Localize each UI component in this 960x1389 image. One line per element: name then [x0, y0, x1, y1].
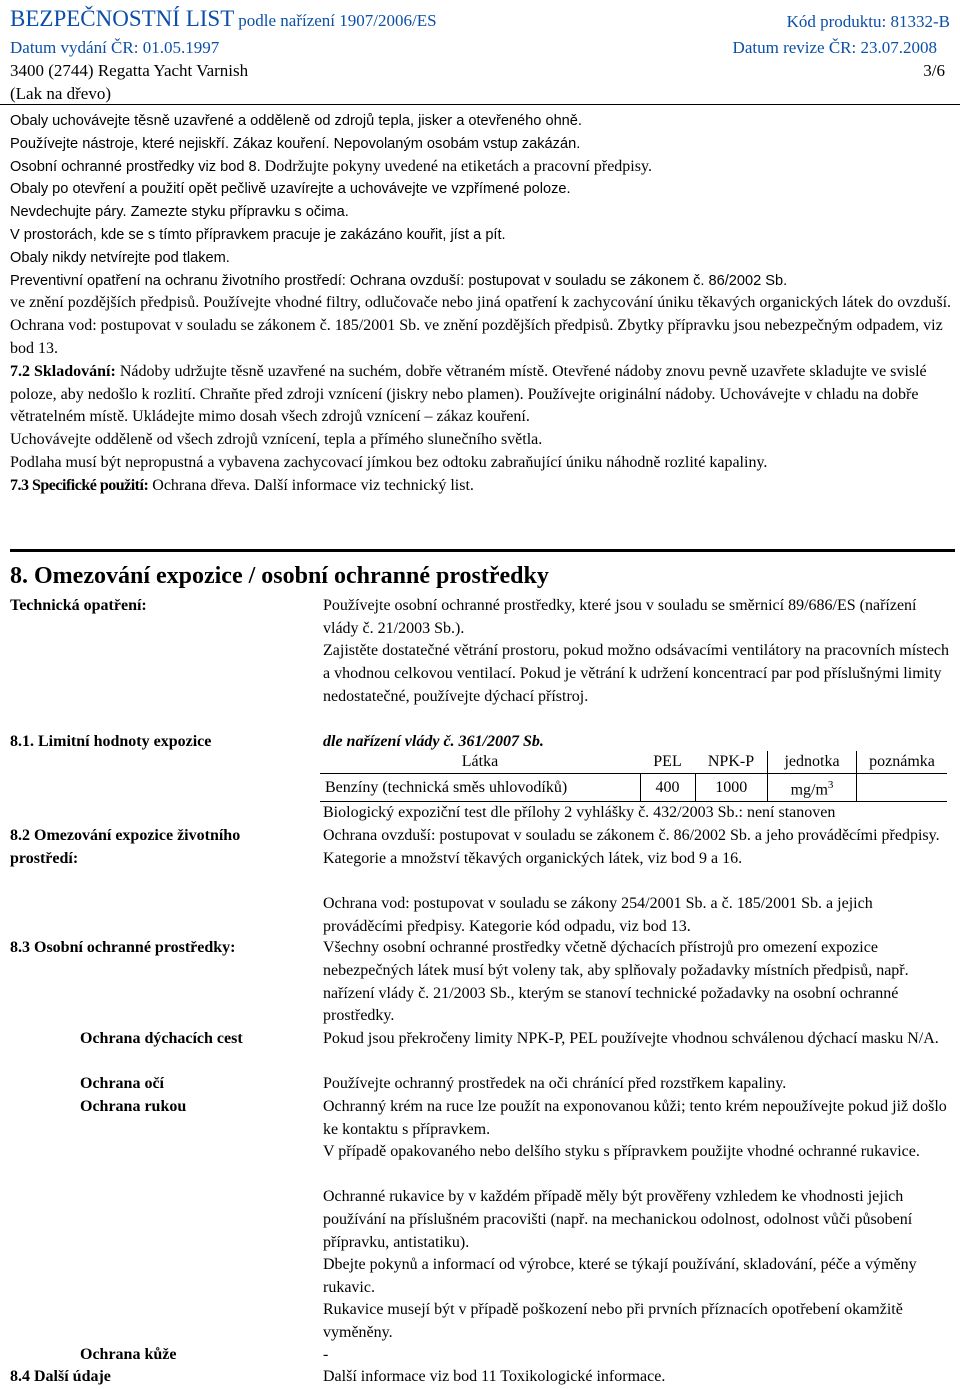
header-divider — [0, 104, 960, 105]
storage-line: Uchovávejte odděleně od všech zdrojů vznícení, tepla a přímého slunečního světla. — [10, 431, 543, 449]
respiratory-protection-label: Ochrana dýchacích cest — [80, 1030, 243, 1047]
handling-line: V prostorách, kde se s tímto přípravkem pracuje je zakázáno kouřit, jíst a pít. — [10, 226, 506, 243]
handling-mixed-line — [10, 156, 955, 179]
section-divider — [10, 549, 955, 552]
document-title: BEZPEČNOSTNÍ LIST — [10, 6, 235, 31]
hand-protection-text-4: Dbejte pokynů a informací od výrobce, které se týkají používání, skladování, péče a výměny rukavic. — [323, 1256, 917, 1296]
header-pel: PEL — [640, 751, 695, 774]
handling-line: Nevdechujte páry. Zamezte styku přípravku s očima. — [10, 204, 349, 221]
additional-info-text: Další informace viz bod 11 Toxikologické informace. — [323, 1368, 666, 1385]
handling-line: Obaly po otevření a použití opět pečlivě uzavírejte a uchovávejte ve vzpřímené poloze. — [10, 181, 571, 198]
respiratory-protection-text: Pokud jsou překročeny limity NPK-P, PEL používejte vhodnou schválenou dýchací masku N/A. — [323, 1030, 939, 1047]
product-name: 3400 (2744) Regatta Yacht Varnish — [10, 61, 249, 80]
water-protection-paragraph: Ochrana vod: postupovat v souladu se zákonem č. 185/2001 Sb. ve znění pozdějších předpisů. Zbytky přípravku jsou nebezpečným odpadem, viz bod 13. — [10, 317, 943, 357]
cell-pel: 400 — [640, 774, 695, 802]
additional-info-label: 8.4 Další údaje — [10, 1368, 111, 1385]
exposure-limits-table — [320, 751, 947, 802]
header-title-row — [10, 6, 950, 32]
specific-use-heading: 7.3 Specifické použití: — [10, 476, 149, 494]
header-substance: Látka — [320, 751, 640, 774]
environment-exposure-label: 8.2 Omezování expozice životního prostředí: — [10, 827, 241, 867]
exposure-limits-label: 8.1. Limitní hodnoty expozice — [10, 733, 212, 750]
header-note: poznámka — [857, 751, 948, 774]
eye-protection-text: Používejte ochranný prostředek na oči chránící před rozstřkem kapaliny. — [323, 1075, 787, 1092]
water-protection-text: Ochrana vod: postupovat v souladu se zákony 254/2001 Sb. a č. 185/2001 Sb. a jejich prováděcími předpisy. Kategorie kód odpadu, viz bod 13. — [323, 895, 873, 935]
unit-superscript: 3 — [827, 779, 834, 791]
header-unit: jednotka — [768, 751, 857, 774]
ventilation-text: Zajistěte dostatečné větrání prostoru, pokud možno odsávacími ventilátory na pracovních místech a vhodnou celkovou ventilací. Pokud je větrání k udržení koncentrací par pod příslušnými limity nedostatečné, používejte dýchací přístroj. — [323, 642, 950, 705]
storage-text: Nádoby udržujte těsně uzavřené na suchém, dobře větraném místě. Otevřené nádoby znovu pevně uzavřete skladujte ve svislé poloze, aby nedošlo k rozlití. Chraňte před zdroji vznícení (jiskry nebo plamen). Používejte originální nádoby. Uchovávejte v chladu na dobře větratelném místě. Ukládejte mimo dosah všech zdrojů vznícení – zákaz kouření. — [10, 362, 927, 426]
ppe-label: 8.3 Osobní ochranné prostředky: — [10, 939, 236, 956]
header-product-row — [10, 61, 950, 81]
exposure-limits-reference: dle nařízení vlády č. 361/2007 Sb. — [323, 733, 544, 750]
storage-line: Podlaha musí být nepropustná a vybavena zachycovací jímkou bez odtoku zabraňující úniku náhodně rozlité kapaliny. — [10, 453, 768, 471]
cell-note — [857, 774, 948, 802]
header-product-sub-row — [10, 84, 950, 104]
technical-measures-text: Používejte osobní ochranné prostředky, které jsou v souladu se směrnicí 89/686/ES (nařízení vlády č. 21/2003 Sb.). — [323, 597, 917, 637]
handling-line: Používejte nástroje, které nejiskří. Zákaz kouření. Nepovolaným osobám vstup zakázán. — [10, 135, 581, 152]
ppe-text: Všechny osobní ochranné prostředky včetně dýchacích přístrojů pro omezení expozice nebezpečných látek musí být voleny tak, aby splňovaly požadavky místních předpisů, např. nařízení vlády č. 21/2003 Sb., kterým se stanoví technické požadavky na osobní ochranné prostředky. — [323, 939, 909, 1025]
hand-protection-text-2: V případě opakovaného nebo delšího styku s přípravkem použijte vhodné ochranné rukavice. — [323, 1143, 920, 1160]
section-7-content — [10, 110, 955, 498]
specific-use-text: Ochrana dřeva. Další informace viz technický list. — [152, 476, 474, 494]
storage-heading: 7.2 Skladování: — [10, 362, 116, 380]
prevention-paragraph: ve znění pozdějších předpisů. Používejte vhodné filtry, odlučovače nebo jiná opatření k zachycování úniku těkavých organických látek do ovzduší. — [10, 294, 952, 312]
document-header — [10, 0, 950, 104]
skin-protection-text: - — [323, 1346, 329, 1363]
page-number: 3/6 — [923, 61, 945, 80]
hand-protection-text-5: Rukavice musejí být v případě poškození nebo při prvních příznacích opotřebení okamžitě vyměněny. — [323, 1301, 903, 1341]
cell-substance: Benzíny (technická směs uhlovodíků) — [320, 774, 640, 802]
unit-text: mg/m — [790, 781, 828, 799]
section-8-title: 8. Omezování expozice / osobní ochranné prostředky — [10, 563, 549, 589]
table-row — [320, 774, 947, 802]
product-subname: (Lak na dřevo) — [10, 84, 112, 103]
environment-exposure-text: Ochrana ovzduší: postupovat v souladu se zákonem č. 86/2002 Sb. a jeho prováděcími předpisy. Kategorie a množství těkavých organických látek, viz bod 9 a 16. — [323, 827, 940, 867]
biological-test-text: Biologický expoziční test dle přílohy 2 vyhlášky č. 432/2003 Sb.: není stanoven — [323, 804, 836, 821]
hand-protection-text-3: Ochranné rukavice by v každém případě měly být prověřeny vzhledem ke vhodnosti jejich používání na příslušném pracovišti (např. na mechanickou odolnost, odolnost vůči působení přípravku, antistatiku). — [323, 1188, 913, 1251]
handling-line: Obaly nikdy netvírejte pod tlakem. — [10, 249, 230, 266]
revision-date: Datum revize ČR: 23.07.2008 — [732, 38, 937, 57]
document-title-sub: podle nařízení 1907/2006/ES — [238, 11, 437, 30]
hand-protection-label: Ochrana rukou — [80, 1098, 187, 1115]
rules-reference: Dodržujte pokyny uvedené na etiketách a pracovní předpisy. — [264, 157, 652, 175]
header-npk: NPK-P — [695, 751, 768, 774]
issue-date: Datum vydání ČR: 01.05.1997 — [10, 38, 220, 57]
skin-protection-label: Ochrana kůže — [80, 1346, 177, 1363]
product-code: Kód produktu: 81332-B — [786, 12, 950, 31]
table-header-row — [320, 751, 947, 774]
handling-line: Obaly uchovávejte těsně uzavřené a odděleně od zdrojů tepla, jisker a otevřeného ohně. — [10, 113, 582, 129]
ppe-reference: Osobní ochranné prostředky viz bod 8. — [10, 158, 261, 175]
cell-unit — [768, 774, 857, 802]
eye-protection-label: Ochrana očí — [80, 1075, 164, 1092]
storage-paragraph — [10, 361, 955, 429]
hand-protection-text-1: Ochranný krém na ruce lze použít na exponovanou kůži; tento krém nepoužívejte pokud již došlo ke kontaktu s přípravkem. — [323, 1098, 947, 1138]
technical-measures-label: Technická opatření: — [10, 597, 147, 614]
header-dates-row — [10, 38, 950, 58]
specific-use-paragraph — [10, 475, 955, 498]
cell-npk: 1000 — [695, 774, 768, 802]
handling-line: Preventivní opatření na ochranu životního prostředí: Ochrana ovzduší: postupovat v souladu se zákonem č. 86/2002 Sb. — [10, 272, 788, 289]
